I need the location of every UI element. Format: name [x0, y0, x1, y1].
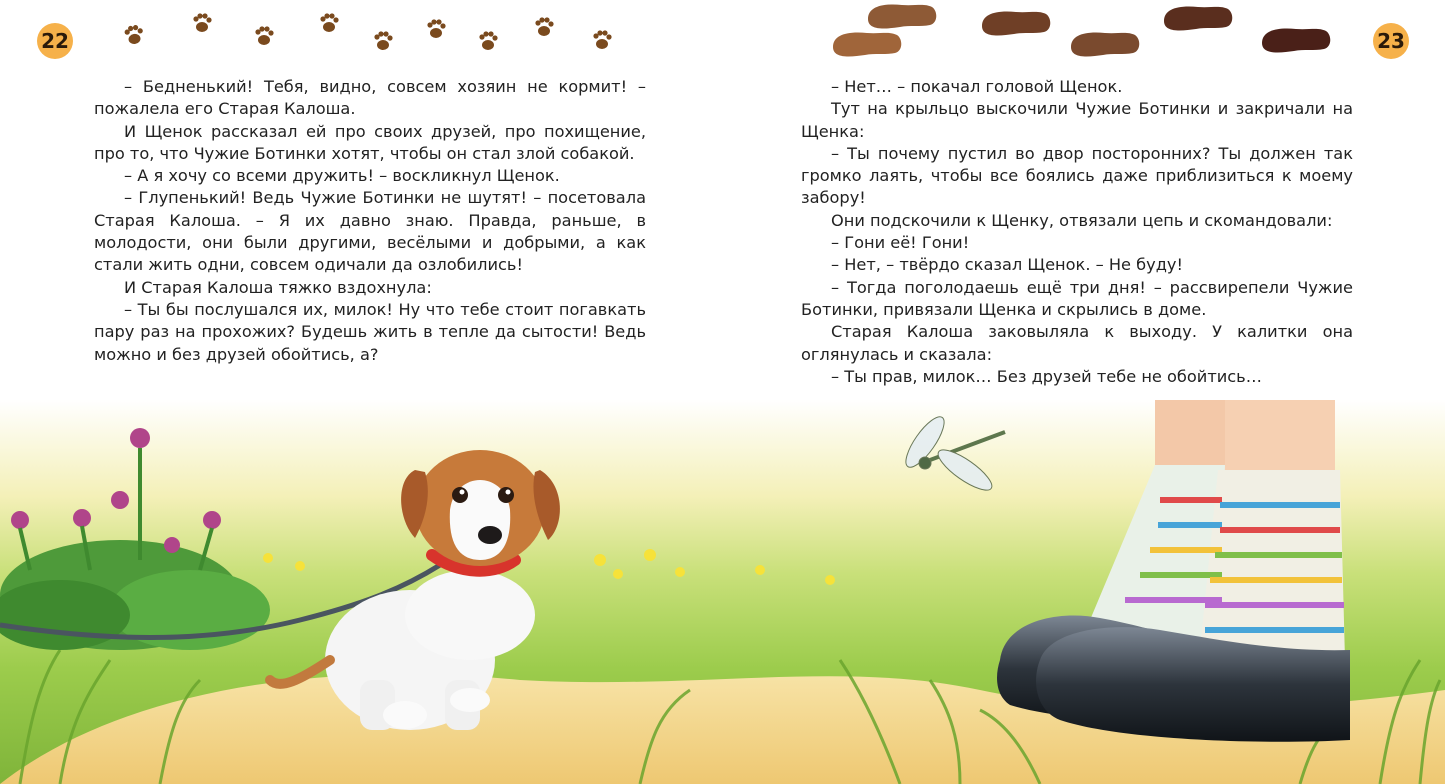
boot-footprint-icon	[1164, 7, 1232, 31]
paw-print-icon	[427, 19, 445, 38]
right-paragraph: – Ты почему пустил во двор посторонних? Ты должен так громко лаять, чтобы все боялись даже приблизиться к моему забору!	[801, 143, 1353, 208]
boot-footprint-icon	[868, 5, 936, 29]
boot-footprint-icon	[833, 33, 901, 57]
paw-print-icon	[255, 26, 273, 45]
left-paragraph: – Бедненький! Тебя, видно, совсем хозяин не кормит! – пожалела его Старая Калоша.	[94, 77, 646, 119]
right-paragraph: Старая Калоша заковыляла к выходу. У калитки она оглянулась и сказала:	[801, 322, 1353, 364]
left-paragraph: И Щенок рассказал ей про своих друзей, про похищение, про то, что Чужие Ботинки хотят, чтобы он стал злой собакой.	[94, 121, 646, 163]
boot-footprint-icon	[1071, 33, 1139, 57]
left-paragraph: – Глупенький! Ведь Чужие Ботинки не шутят! – посетовала Старая Калоша. – Я их давно знаю. Правда, раньше, в молодости, они были другими, весёлыми и добрыми, а как стали жить одни, совсем одичали да озлобились!	[94, 188, 646, 275]
right-paragraph: – Гони её! Гони!	[831, 233, 970, 253]
right-paragraph: Тут на крыльцо выскочили Чужие Ботинки и закричали на Щенка:	[801, 99, 1353, 141]
left-paragraph: – Ты бы послушался их, милок! Ну что тебе стоит погавкать пару раз на прохожих? Будешь жить в тепле да сытости! Ведь можно и без друзей обойтись, а?	[94, 299, 646, 364]
paw-print-icon	[374, 31, 392, 50]
paw-print-icon	[479, 31, 497, 50]
meadow-illustration	[0, 360, 1445, 784]
paw-print-icon	[193, 13, 211, 32]
page-number-left: 22	[37, 23, 73, 59]
paw-print-icon	[593, 30, 611, 49]
boot-footprint-icon	[1262, 29, 1330, 53]
boot-footprint-icon	[982, 12, 1050, 36]
right-page-text	[801, 76, 1353, 388]
paw-print-icon	[124, 24, 145, 45]
left-paragraph: – А я хочу со всеми дружить! – воскликнул Щенок.	[124, 166, 560, 186]
left-page-text	[94, 76, 646, 366]
left-paragraph: И Старая Калоша тяжко вздохнула:	[124, 277, 432, 297]
paw-print-icon	[320, 13, 338, 32]
right-paragraph: – Нет… – покачал головой Щенок.	[831, 77, 1123, 96]
page-number-right: 23	[1373, 23, 1409, 59]
paw-print-icon	[535, 17, 553, 36]
right-paragraph: Они подскочили к Щенку, отвязали цепь и скомандовали:	[831, 210, 1333, 230]
right-paragraph: – Нет, – твёрдо сказал Щенок. – Не буду!	[831, 255, 1183, 275]
footprints-decoration	[0, 0, 1445, 80]
right-paragraph: – Ты прав, милок… Без друзей тебе не обойтись…	[831, 366, 1262, 386]
right-paragraph: – Тогда поголодаешь ещё три дня! – рассвирепели Чужие Ботинки, привязали Щенка и скрылись в доме.	[801, 277, 1353, 319]
